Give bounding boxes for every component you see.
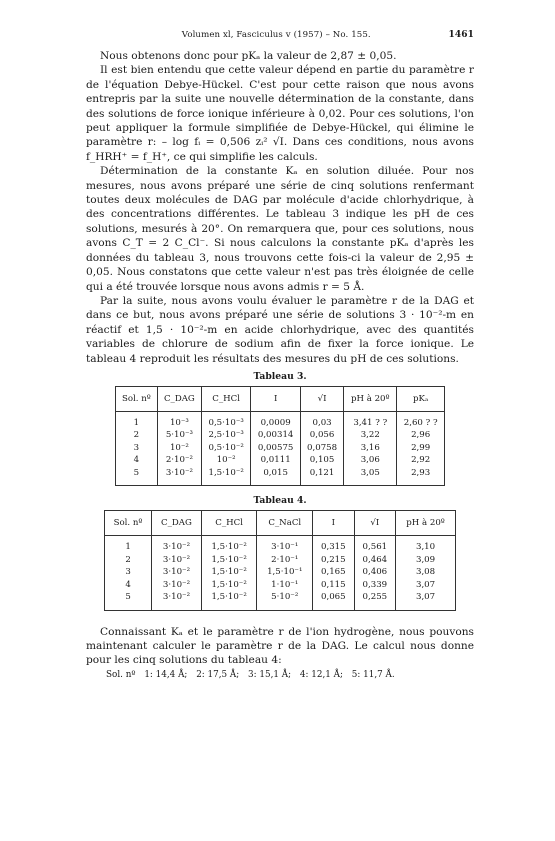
page [86, 30, 474, 680]
table-cell: 0,115 [313, 579, 355, 592]
table-cell: 0,406 [354, 566, 396, 579]
table-cell: 1,5·10⁻² [201, 536, 257, 554]
table-row [116, 467, 445, 486]
table-cell: 2,5·10⁻³ [201, 429, 250, 442]
table-cell: 5 [105, 591, 152, 610]
table-cell: 2,92 [397, 454, 445, 467]
table3-header-cell: pH à 20º [344, 386, 397, 411]
table4-header-cell: I [313, 511, 355, 536]
table-row [105, 591, 456, 610]
table-cell: 0,315 [313, 536, 355, 554]
table-cell: 1 [105, 536, 152, 554]
table-cell: 3,10 [396, 536, 456, 554]
table3-header-cell: √I [300, 386, 343, 411]
table-cell: 0,065 [313, 591, 355, 610]
table-row [105, 566, 456, 579]
table4-header-cell: C_NaCl [257, 511, 313, 536]
table-cell: 2,93 [397, 467, 445, 486]
table-cell: 3·10⁻² [152, 579, 202, 592]
table-cell: 0,03 [300, 411, 343, 429]
table3-header-cell: C_HCl [201, 386, 250, 411]
table3-header-cell: I [251, 386, 301, 411]
table-cell: 3 [116, 442, 158, 455]
table-cell: 0,056 [300, 429, 343, 442]
table-cell: 10⁻³ [157, 411, 201, 429]
table4-header-cell: C_HCl [201, 511, 257, 536]
closing-paragraph: Connaissant Kₐ et le paramètre r de l'ion hydrogène, nous pouvons maintenant calculer le paramètre r de la DAG. Le calcul nous donne pour les cinq solutions du tableau 4: [86, 625, 474, 667]
table-4 [104, 510, 456, 611]
table-row [116, 454, 445, 467]
table-cell: 2,99 [397, 442, 445, 455]
table-cell: 3,05 [344, 467, 397, 486]
table-cell: 3·10⁻¹ [257, 536, 313, 554]
solution-value: 2: 17,5 Å; [196, 669, 240, 680]
table-cell: 0,464 [354, 554, 396, 567]
table4-title: Tableau 4. [253, 495, 307, 507]
table-cell: 3·10⁻² [157, 467, 201, 486]
table-cell: 0,0111 [251, 454, 301, 467]
table-cell: 3,16 [344, 442, 397, 455]
running-header [86, 30, 474, 40]
table4-header-row [105, 511, 456, 536]
table-cell: 3,06 [344, 454, 397, 467]
table-cell: 0,0009 [251, 411, 301, 429]
table-cell: 5 [116, 467, 158, 486]
table-cell: 10⁻² [201, 454, 250, 467]
table-cell: 1·10⁻¹ [257, 579, 313, 592]
table-cell: 3·10⁻² [152, 566, 202, 579]
solution-value: 4: 12,1 Å; [299, 669, 343, 680]
table-cell: 0,121 [300, 467, 343, 486]
solution-value: 1: 14,4 Å; [144, 669, 188, 680]
table-cell: 0,165 [313, 566, 355, 579]
table-cell: 3,22 [344, 429, 397, 442]
table3-header-cell: pKₐ [397, 386, 445, 411]
table-cell: 0,015 [251, 467, 301, 486]
table4-header-cell: Sol. nº [105, 511, 152, 536]
table-cell: 2·10⁻¹ [257, 554, 313, 567]
table-cell: 2·10⁻² [157, 454, 201, 467]
table3-title: Tableau 3. [253, 370, 307, 382]
table-cell: 4 [105, 579, 152, 592]
page-number: 1461 [448, 30, 474, 40]
table-row [116, 411, 445, 429]
table-cell: 2 [105, 554, 152, 567]
table-cell: 0,339 [354, 579, 396, 592]
table-cell: 3·10⁻² [152, 536, 202, 554]
table-cell: 1,5·10⁻² [201, 591, 257, 610]
table-cell: 1 [116, 411, 158, 429]
table-cell: 3,09 [396, 554, 456, 567]
table-cell: 0,561 [354, 536, 396, 554]
table-cell: 3,41 ? ? [344, 411, 397, 429]
table-cell: 2 [116, 429, 158, 442]
table4-header-cell: √I [354, 511, 396, 536]
table4-header-cell: C_DAG [152, 511, 202, 536]
table-cell: 1,5·10⁻² [201, 467, 250, 486]
table-cell: 0,5·10⁻³ [201, 411, 250, 429]
solution-value: 5: 11,7 Å. [351, 669, 395, 680]
journal-header: Volumen xl, Fasciculus v (1957) – No. 155. [181, 30, 371, 40]
table-cell: 3,07 [396, 591, 456, 610]
table-cell: 0,5·10⁻² [201, 442, 250, 455]
solutions-line [86, 670, 474, 680]
paragraph-1: Nous obtenons donc pour pKₐ la valeur de 2,87 ± 0,05. [100, 50, 397, 62]
table-row [105, 536, 456, 554]
table-cell: 0,105 [300, 454, 343, 467]
solution-value: 3: 15,1 Å; [248, 669, 292, 680]
table-row [116, 429, 445, 442]
table-cell: 10⁻² [157, 442, 201, 455]
solutions-label: Sol. nº [106, 669, 136, 680]
table-cell: 3,08 [396, 566, 456, 579]
table-cell: 1,5·10⁻¹ [257, 566, 313, 579]
table4-header-cell: pH à 20º [396, 511, 456, 536]
table-cell: 1,5·10⁻² [201, 566, 257, 579]
table-cell: 4 [116, 454, 158, 467]
table-row [116, 442, 445, 455]
table-cell: 0,00314 [251, 429, 301, 442]
table-cell: 3·10⁻² [152, 554, 202, 567]
table-cell: 2,96 [397, 429, 445, 442]
table3-header-cell: C_DAG [157, 386, 201, 411]
table-3 [115, 386, 445, 487]
table-cell: 1,5·10⁻² [201, 554, 257, 567]
table-cell: 0,0758 [300, 442, 343, 455]
table-cell: 0,00575 [251, 442, 301, 455]
body-text [86, 49, 474, 366]
table-cell: 0,255 [354, 591, 396, 610]
paragraph-2: Il est bien entendu que cette valeur dépend en partie du paramètre r de l'équation Debye-Hückel. C'est pour cette raison que nous avons entrepris par la suite une nouvelle détermination de la constante, dans des solutions de force ionique inférieure à 0,02. Pour ces solutions, l'on peut appliquer la formule simplifiée de Debye-Hückel, qui élimine le paramètre r: – log fᵢ = 0,506 zᵢ² √I. Dans ces conditions, nous avons f_HRH⁺ = f_H⁺, ce qui simplifie les calculs. [86, 64, 474, 163]
table-cell: 5·10⁻³ [157, 429, 201, 442]
table-cell: 0,215 [313, 554, 355, 567]
table-cell: 2,60 ? ? [397, 411, 445, 429]
table-cell: 3 [105, 566, 152, 579]
closing-section [86, 625, 474, 668]
table3-header-cell: Sol. nº [116, 386, 158, 411]
table-row [105, 554, 456, 567]
table-cell: 5·10⁻² [257, 591, 313, 610]
paragraph-4: Par la suite, nous avons voulu évaluer le paramètre r de la DAG et dans ce but, nous avons préparé une série de solutions 3 · 10⁻²-m en réactif et 1,5 · 10⁻²-m en acide chlorhydrique, avec des quantités variables de chlorure de sodium afin de fixer la force ionique. Le tableau 4 reproduit les résultats des mesures du pH de ces solutions. [86, 294, 474, 365]
table-cell: 3,07 [396, 579, 456, 592]
table-row [105, 579, 456, 592]
table-cell: 3·10⁻² [152, 591, 202, 610]
paragraph-3: Détermination de la constante Kₐ en solution diluée. Pour nos mesures, nous avons préparé une série de cinq solutions renfermant toutes deux molécules de DAG par molécule d'acide chlorhydrique, à des concentrations différentes. Le tableau 3 indique les pH de ces solutions, mesurés à 20°. On remarquera que, pour ces solutions, nous avons C_T = 2 C_Cl⁻. Si nous calculons la constante pKₐ d'après les données du tableau 3, nous trouvons cette fois-ci la valeur de 2,95 ± 0,05. Nous constatons que cette valeur n'est pas très éloignée de celle qui a été trouvée lorsque nous avons admis r = 5 Å. [86, 165, 474, 293]
table-cell: 1,5·10⁻² [201, 579, 257, 592]
table3-header-row [116, 386, 445, 411]
